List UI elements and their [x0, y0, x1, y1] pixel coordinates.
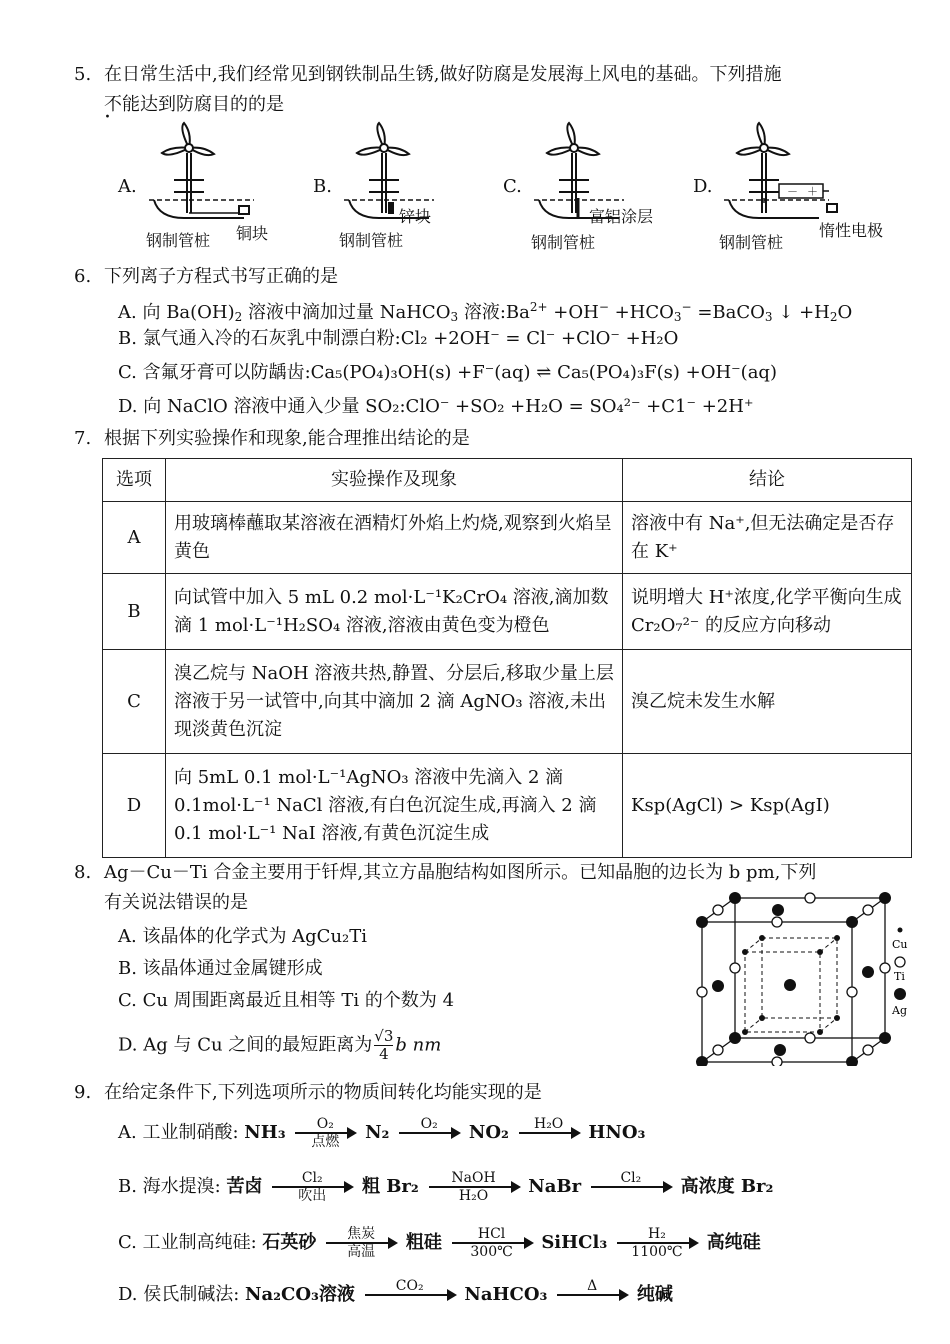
- question-6-option-b: B. 氯气通入冷的石灰乳中制漂白粉:Cl₂ +2OH⁻ = Cl⁻ +ClO⁻ +H₂O: [118, 328, 679, 349]
- question-6: 6. 下列离子方程式书写正确的是: [74, 266, 338, 287]
- question-6-option-a: A. 向 $Ba(OH)_2$ 溶液中滴加过量 NaHCO$_3$ 溶液$:Ba^{2+} +OH^- +HCO_3^-$ =BaCO$_3$ ↓ $+H_2O$: [118, 300, 853, 324]
- table-row: B 向试管中加入 5 mL 0.2 mol·L⁻¹K₂CrO₄ 溶液,滴加数滴 1 mol·L⁻¹H₂SO₄ 溶液,溶液由黄色变为橙色 说明增大 H⁺浓度,化学平衡向生成 Cr₂O₇²⁻ 的反应方向移动: [103, 574, 912, 650]
- question-9-option-a: A. 工业制硝酸: NH₃ O₂ 点燃 N₂ O₂ NO₂ H₂O HNO₃: [118, 1116, 646, 1150]
- svg-text:－: －: [787, 185, 798, 198]
- option-d-figure: D. － ＋ 钢制管桩 惰性电极: [679, 118, 869, 258]
- reaction-arrow: H₂O: [519, 1116, 579, 1150]
- reaction-arrow: Δ: [557, 1278, 627, 1312]
- table-header-row: 选项 实验操作及现象 结论: [103, 459, 912, 502]
- question-8: 8. Ag－Cu－Ti 合金主要用于钎焊,其立方晶胞结构如图所示。已知晶胞的边长为 b pm,下列 有关说法错误的是: [74, 862, 817, 913]
- question-number: 5.: [74, 64, 92, 85]
- question-7: 7. 根据下列实验操作和现象,能合理推出结论的是: [74, 428, 470, 449]
- svg-text:Ag: Ag: [892, 1004, 907, 1017]
- unit-cell-diagram: [690, 890, 915, 1066]
- reaction-arrow: CO₂: [365, 1278, 455, 1312]
- reaction-arrow: NaOH H₂O: [429, 1170, 519, 1204]
- question-8-option-b: B. 该晶体通过金属键形成: [118, 958, 323, 979]
- question-stem: 在日常生活中,我们经常见到钢铁制品生锈,做好防腐是发展海上风电的基础。下列措施 不能达到防腐目的的是: [104, 64, 782, 115]
- fraction: $\frac{√3}{4}$: [374, 1027, 394, 1063]
- table-row: A 用玻璃棒蘸取某溶液在酒精灯外焰上灼烧,观察到火焰呈黄色 溶液中有 Na⁺,但无法确定是否存在 K⁺: [103, 502, 912, 574]
- question-9: 9. 在给定条件下,下列选项所示的物质间转化均能实现的是: [74, 1082, 542, 1103]
- wind-turbine-icon: [529, 118, 679, 248]
- question-8-option-c: C. Cu 周围距离最近且相等 Ti 的个数为 4: [118, 990, 455, 1011]
- reaction-arrow: HCl 300℃: [452, 1226, 532, 1260]
- reaction-arrow: Cl₂ 吹出: [272, 1170, 352, 1204]
- crystal-cell-figure: [690, 890, 915, 1066]
- turbine-figure-row: [104, 118, 904, 268]
- question-6-option-c: C. 含氟牙膏可以防龋齿:Ca₅(PO₄)₃OH(s) +F⁻(aq) ⇌ Ca₅(PO₄)₃F(s) +OH⁻(aq): [118, 362, 777, 383]
- svg-text:Cu: Cu: [892, 938, 908, 951]
- option-a-figure: A. 钢制管桩 铜块: [104, 118, 294, 258]
- reaction-arrow: O₂: [399, 1116, 459, 1150]
- question-9-option-d: D. 侯氏制碱法: Na₂CO₃溶液 CO₂ NaHCO₃ Δ 纯碱: [118, 1278, 673, 1312]
- svg-text:＋: ＋: [807, 185, 818, 198]
- svg-text:Ti: Ti: [894, 970, 905, 983]
- table-row: C 溴乙烷与 NaOH 溶液共热,静置、分层后,移取少量上层溶液于另一试管中,向其中滴加 2 滴 AgNO₃ 溶液,未出现淡黄色沉淀 溴乙烷未发生水解: [103, 650, 912, 754]
- option-c-figure: C. 钢制管桩 富铝涂层: [489, 118, 679, 258]
- question-8-option-d: D. Ag 与 Cu 之间的最短距离为 $\frac{√3}{4}$ b nm: [118, 1027, 442, 1063]
- experiment-table: [102, 458, 912, 858]
- reaction-arrow: $\frac{\text{H₂}}{1100℃}$: [617, 1226, 697, 1260]
- reaction-arrow: 焦炭 高温: [326, 1226, 396, 1260]
- question-9-option-b: B. 海水提溴: 苦卤 Cl₂ 吹出 粗 Br₂ NaOH H₂O NaBr Cl₂ 高浓度 Br₂: [118, 1170, 774, 1204]
- option-b-figure: B. 钢制管桩 锌块: [299, 118, 489, 258]
- question-5: [74, 60, 920, 120]
- reaction-arrow: Cl₂: [591, 1170, 671, 1204]
- question-8-option-a: A. 该晶体的化学式为 AgCu₂Ti: [118, 926, 368, 947]
- reaction-arrow: O₂ 点燃: [295, 1116, 355, 1150]
- table-row: D 向 5mL 0.1 mol·L⁻¹AgNO₃ 溶液中先滴入 2 滴 0.1mol·L⁻¹ NaCl 溶液,有白色沉淀生成,再滴入 2 滴 0.1 mol·L⁻¹ NaI 溶液,有黄色沉淀生成 Ksp(AgCl) > Ksp(AgI): [103, 754, 912, 858]
- emphasis-dot-char: 不: [104, 94, 122, 115]
- question-6-option-d: D. 向 NaClO 溶液中通入少量 SO₂:ClO⁻ +SO₂ +H₂O = SO₄²⁻ +C1⁻ +2H⁺: [118, 396, 754, 417]
- question-9-option-c: C. 工业制高纯硅: 石英砂 焦炭 高温 粗硅 HCl 300℃ SiHCl₃ $\frac{\text{H₂}}{1100℃}$ 高纯硅: [118, 1226, 761, 1260]
